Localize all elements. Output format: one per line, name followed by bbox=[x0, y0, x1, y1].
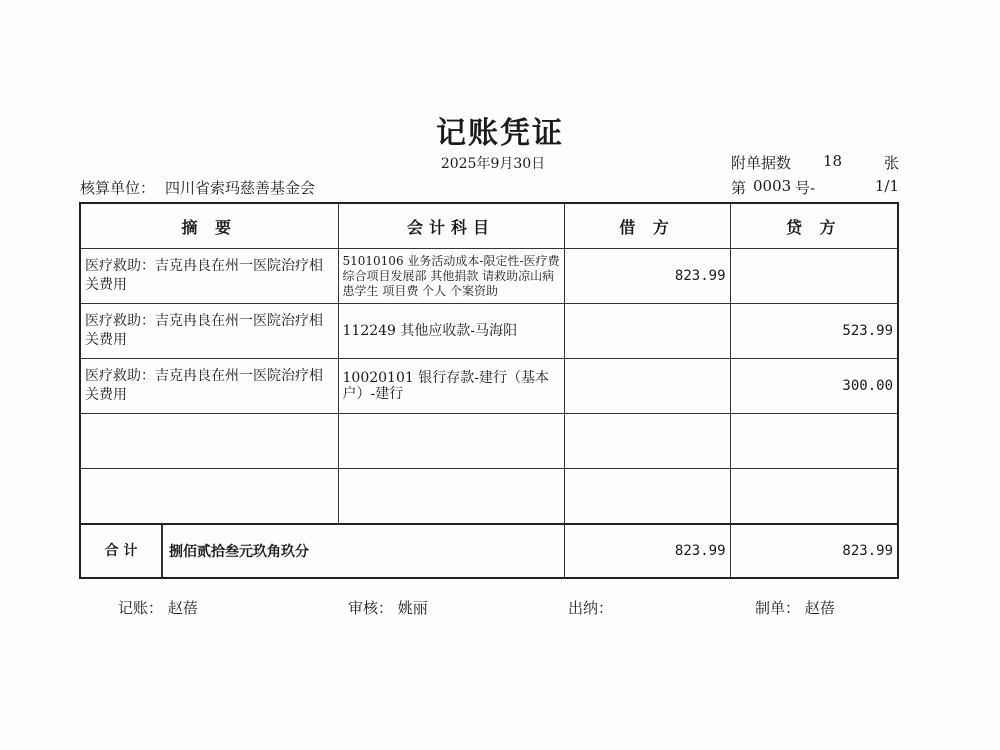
row-summary: 医疗救助：吉克冉良在州一医院治疗相关费用 bbox=[80, 359, 338, 414]
row-summary: 医疗救助：吉克冉良在州一医院治疗相关费用 bbox=[80, 304, 338, 359]
voucher-number-value: 0003 bbox=[753, 177, 792, 195]
preparer-label: 制单： bbox=[755, 599, 801, 617]
row-credit bbox=[730, 469, 898, 525]
accounting-unit bbox=[80, 177, 315, 198]
row-subject: 10020101 银行存款-建行（基本户）-建行 bbox=[338, 359, 564, 414]
row-debit bbox=[564, 359, 730, 414]
row-debit bbox=[564, 304, 730, 359]
row-summary bbox=[80, 414, 338, 469]
header-debit: 借 方 bbox=[564, 203, 730, 249]
row-debit bbox=[564, 469, 730, 525]
row-summary bbox=[80, 469, 338, 525]
voucher-number-prefix: 第 bbox=[731, 179, 747, 197]
cashier-signoff bbox=[568, 597, 613, 618]
attachments-unit: 张 bbox=[883, 154, 899, 172]
preparer-signoff bbox=[755, 597, 835, 618]
row-subject bbox=[338, 414, 564, 469]
table-row-empty bbox=[80, 414, 898, 469]
total-credit: 823.99 bbox=[730, 524, 898, 578]
attachments-label: 附单据数 bbox=[731, 154, 792, 172]
row-subject: 112249 其他应收款-马海阳 bbox=[338, 304, 564, 359]
row-credit bbox=[730, 414, 898, 469]
table-row-empty bbox=[80, 469, 898, 525]
header-summary: 摘 要 bbox=[80, 203, 338, 249]
voucher-table bbox=[79, 202, 899, 579]
cashier-label: 出纳： bbox=[568, 599, 614, 617]
row-debit bbox=[564, 414, 730, 469]
table-row bbox=[80, 359, 898, 414]
bookkeeper-name: 赵蓓 bbox=[167, 599, 198, 617]
voucher-title: 记账凭证 bbox=[436, 116, 564, 151]
header-subject: 会计科目 bbox=[338, 203, 564, 249]
auditor-label: 审核： bbox=[348, 599, 394, 617]
voucher-number-suffix: 号- bbox=[795, 179, 816, 197]
total-debit: 823.99 bbox=[564, 524, 730, 578]
accounting-unit-label: 核算单位： bbox=[80, 179, 156, 197]
table-row bbox=[80, 249, 898, 304]
auditor-name: 姚丽 bbox=[397, 599, 428, 617]
row-subject: 51010106 业务活动成本-限定性-医疗费 综合项目发展部 其他捐款 请救助凉山病患学生 项目费 个人 个案资助 bbox=[338, 249, 564, 304]
preparer-name: 赵蓓 bbox=[804, 599, 835, 617]
accounting-unit-name: 四川省索玛慈善基金会 bbox=[165, 179, 316, 197]
voucher-page: 1/1 bbox=[874, 177, 899, 195]
total-amount-in-words: 捌佰贰拾叁元玖角玖分 bbox=[169, 544, 309, 560]
total-label: 合 计 bbox=[81, 525, 163, 577]
auditor-signoff bbox=[348, 597, 428, 618]
row-debit: 823.99 bbox=[564, 249, 730, 304]
attachments-info bbox=[731, 152, 899, 173]
row-credit bbox=[730, 249, 898, 304]
voucher-number bbox=[731, 177, 899, 198]
row-summary: 医疗救助：吉克冉良在州一医院治疗相关费用 bbox=[80, 249, 338, 304]
table-row bbox=[80, 304, 898, 359]
total-row bbox=[80, 524, 898, 578]
total-cell bbox=[80, 524, 564, 578]
row-credit: 523.99 bbox=[730, 304, 898, 359]
bookkeeper-label: 记账： bbox=[118, 599, 164, 617]
bookkeeper-signoff bbox=[118, 597, 198, 618]
attachments-count: 18 bbox=[823, 152, 843, 170]
voucher-date: 2025年9月30日 bbox=[440, 156, 546, 172]
table-header-row bbox=[80, 203, 898, 249]
row-credit: 300.00 bbox=[730, 359, 898, 414]
header-credit: 贷 方 bbox=[730, 203, 898, 249]
row-subject bbox=[338, 469, 564, 525]
